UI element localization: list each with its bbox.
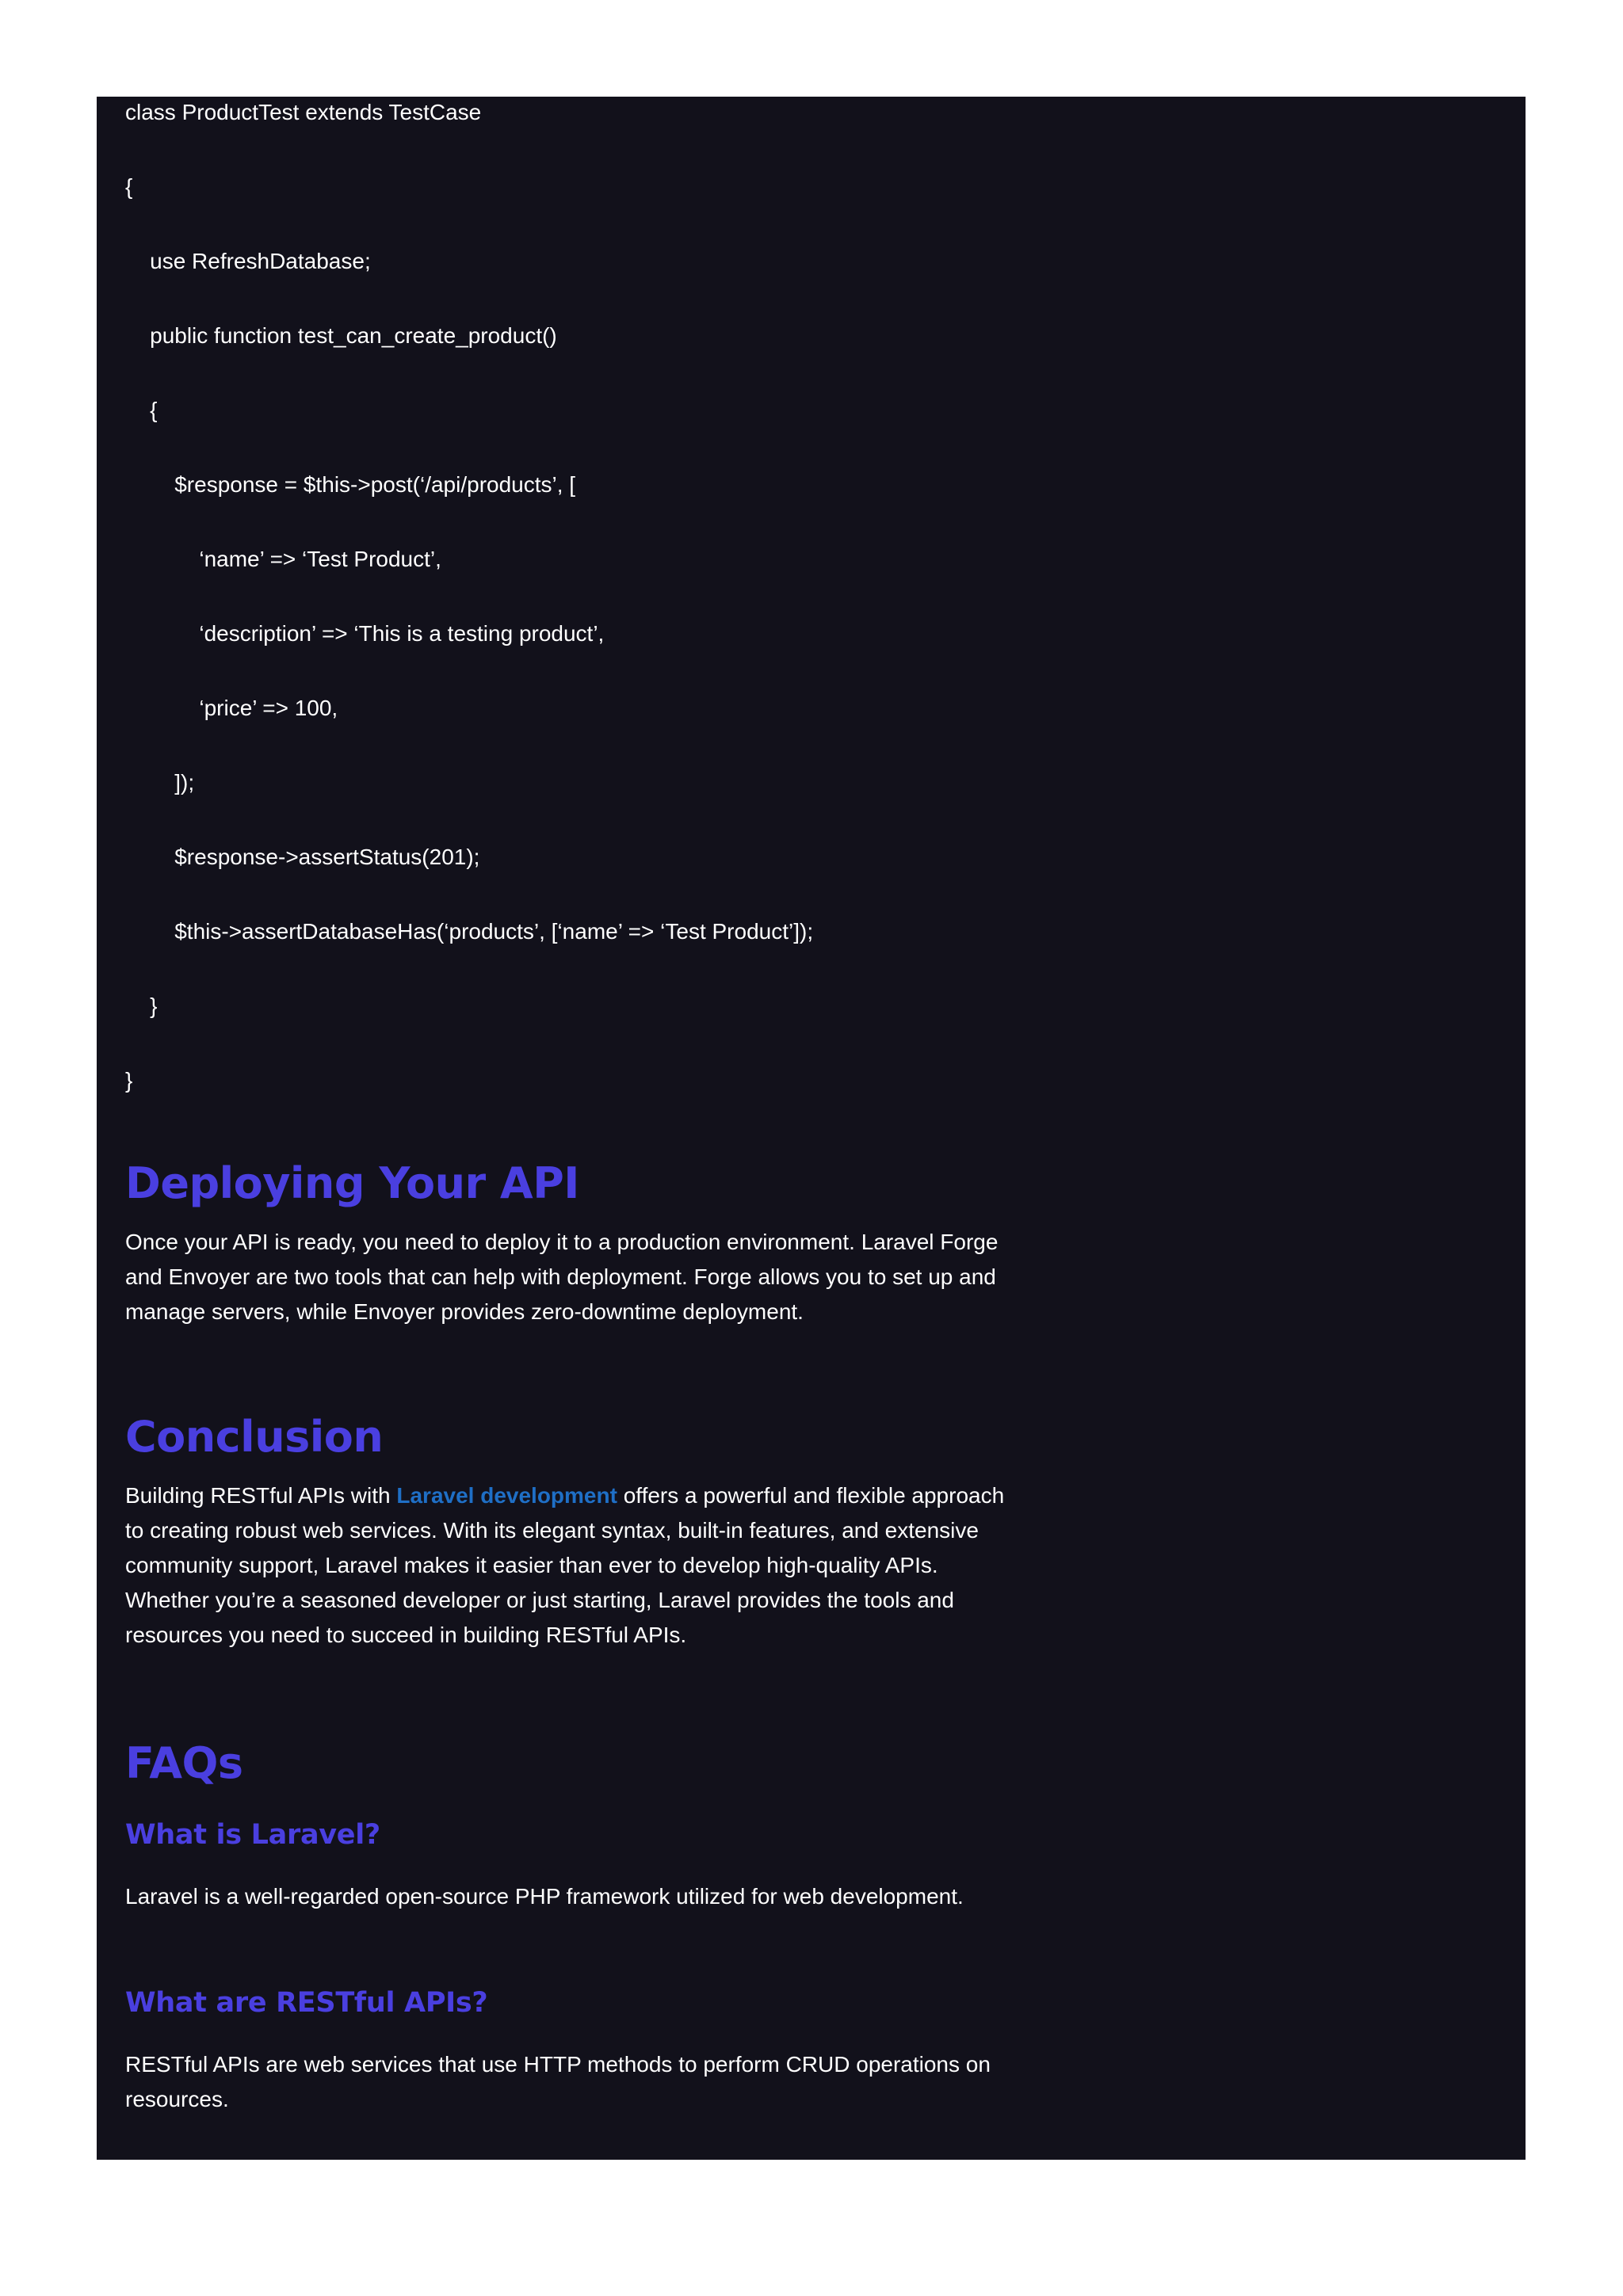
code-line: ‘price’ => 100, — [125, 696, 338, 720]
faqs-section — [125, 1738, 1021, 1789]
code-line: ]); — [125, 770, 195, 795]
deploying-paragraph: Once your API is ready, you need to deploy it to a production environment. Laravel Forge and Envoyer are two tools that can help with deployment. Forge allows you to set up and manage servers, while Envoyer provides zero-downtime deployment. — [125, 1230, 999, 1324]
faq-question: What are RESTful APIs? — [125, 1987, 488, 2019]
conclusion-text-end: offers a powerful and flexible approach to creating robust web services. With its elegant syntax, built-in features, and extensive community support, Laravel makes it easier than ever to develop high-quality APIs. Whether you’re a seasoned developer or just starting, Laravel provides the tools and resources you need to succeed in building RESTful APIs. — [125, 1483, 1005, 1647]
faq-item — [125, 1985, 1021, 2117]
conclusion-text-start: Building RESTful APIs with — [125, 1483, 397, 1508]
faq-answer: RESTful APIs are web services that use HTTP methods to perform CRUD operations on resources. — [125, 2052, 991, 2111]
deploying-heading: Deploying Your API — [125, 1158, 579, 1208]
code-line: ‘description’ => ‘This is a testing product’, — [125, 621, 605, 646]
code-line: { — [125, 174, 133, 199]
conclusion-heading: Conclusion — [125, 1412, 384, 1462]
conclusion-section — [125, 1412, 1021, 1653]
code-line: } — [125, 1068, 133, 1093]
deploying-section — [125, 1158, 1021, 1329]
code-line: public function test_can_create_product() — [125, 323, 557, 348]
conclusion-paragraph — [125, 1478, 1021, 1653]
faq-answer: Laravel is a well-regarded open-source PHP framework utilized for web development. — [125, 1884, 964, 1909]
code-line: class ProductTest extends TestCase — [125, 100, 482, 124]
code-line: $this->assertDatabaseHas(‘products’, [‘name’ => ‘Test Product’]); — [125, 919, 814, 944]
code-line: use RefreshDatabase; — [125, 249, 371, 273]
code-line: ‘name’ => ‘Test Product’, — [125, 547, 441, 571]
faq-item — [125, 1817, 1021, 1914]
code-line: $response->assertStatus(201); — [125, 845, 480, 869]
code-line: $response = $this->post(‘/api/products’, [ — [125, 472, 576, 497]
laravel-development-link[interactable]: Laravel development — [396, 1483, 617, 1508]
faq-question: What is Laravel? — [125, 1819, 380, 1851]
faqs-heading: FAQs — [125, 1738, 243, 1788]
code-line: } — [125, 994, 158, 1018]
code-line: { — [125, 398, 158, 422]
article-panel — [97, 97, 1526, 2160]
